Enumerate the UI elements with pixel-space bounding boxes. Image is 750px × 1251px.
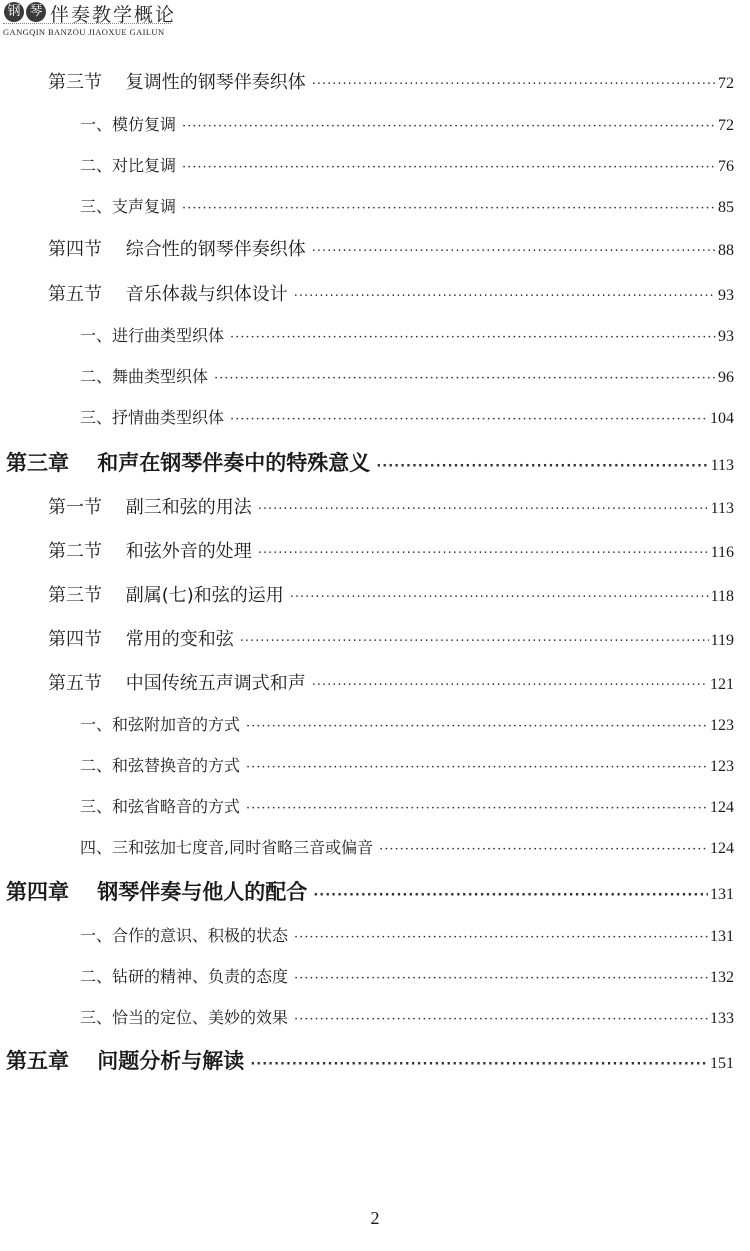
toc-entry[interactable]	[48, 537, 734, 563]
toc-entry[interactable]	[48, 581, 734, 607]
toc-chapter-entry[interactable]	[6, 876, 734, 906]
toc-leader-dots	[294, 971, 708, 986]
toc-leader-dots	[182, 119, 716, 134]
running-header	[0, 0, 200, 40]
toc-leader-dots	[230, 412, 708, 427]
toc-leader-dots	[250, 1057, 708, 1072]
toc-entry[interactable]	[80, 753, 734, 776]
page-number: 2	[370, 1208, 380, 1228]
toc-entry-label: 三、恰当的定位、美妙的效果	[80, 1008, 289, 1027]
toc-entry[interactable]	[80, 835, 734, 858]
toc-entry-label: 第四节 综合性的钢琴伴奏织体	[48, 239, 306, 260]
toc-entry[interactable]	[48, 625, 734, 651]
header-subtitle: GANGQIN BANZOU JIAOXUE GAILUN	[3, 27, 165, 37]
toc-entry-label: 三、支声复调	[80, 197, 177, 216]
toc-page-number: 133	[710, 1010, 734, 1027]
toc-leader-dots	[240, 634, 709, 649]
header-title: 伴奏教学概论	[50, 4, 177, 26]
toc-entry[interactable]	[80, 364, 734, 387]
toc-leader-dots	[182, 201, 716, 216]
toc-entry-label: 一、模仿复调	[80, 115, 177, 134]
toc-entry-label: 二、对比复调	[80, 156, 177, 175]
toc-entry[interactable]	[80, 964, 734, 987]
toc-leader-dots	[246, 719, 708, 734]
toc-page-number: 88	[718, 242, 734, 259]
toc-entry[interactable]	[48, 669, 734, 695]
toc-entry[interactable]	[80, 194, 734, 217]
toc-entry-label: 一、合作的意识、积极的状态	[80, 926, 289, 945]
toc-leader-dots	[294, 930, 708, 945]
toc-leader-dots	[376, 459, 708, 474]
toc-chapter-entry[interactable]	[6, 1045, 734, 1075]
toc-entry[interactable]	[80, 794, 734, 817]
seal-char-2: 琴	[26, 2, 46, 22]
toc-entry[interactable]	[48, 493, 734, 519]
toc-page-number: 116	[710, 544, 734, 561]
toc-entry[interactable]	[80, 153, 734, 176]
toc-page-number: 93	[718, 328, 734, 345]
toc-page-number: 113	[710, 457, 734, 474]
toc-page-number: 72	[718, 117, 734, 134]
toc-leader-dots	[294, 1012, 708, 1027]
toc-entry-label: 二、和弦替换音的方式	[80, 756, 241, 775]
toc-page-number: 123	[710, 758, 734, 775]
toc-page-number: 118	[710, 588, 734, 605]
toc-entry-label: 第一节 副三和弦的用法	[48, 497, 252, 518]
toc-page-number: 124	[710, 840, 734, 857]
toc-page-number: 76	[718, 158, 734, 175]
toc-entry[interactable]	[48, 235, 734, 261]
toc-entry-label: 第五节 音乐体裁与织体设计	[48, 284, 288, 305]
toc-entry[interactable]	[80, 323, 734, 346]
toc-entry-label: 第四节 常用的变和弦	[48, 629, 234, 650]
toc-entry-label: 一、和弦附加音的方式	[80, 715, 241, 734]
toc-leader-dots	[258, 546, 709, 561]
toc-page-number: 131	[710, 928, 734, 945]
toc-entry-label: 第三节 复调性的钢琴伴奏织体	[48, 72, 306, 93]
toc-entry-label: 第四章 钢琴伴奏与他人的配合	[6, 880, 308, 904]
toc-leader-dots	[312, 244, 716, 259]
toc-entry[interactable]	[80, 112, 734, 135]
toc-entry[interactable]	[80, 1005, 734, 1028]
toc-page-number: 131	[710, 886, 734, 903]
toc-entry-label: 四、三和弦加七度音,同时省略三音或偏音	[80, 838, 374, 857]
toc-entry-label: 第三节 副属(七)和弦的运用	[48, 585, 284, 606]
toc-page-number: 119	[710, 632, 734, 649]
toc-page-number: 113	[710, 500, 734, 517]
toc-leader-dots	[246, 760, 708, 775]
toc-entry-label: 第五节 中国传统五声调式和声	[48, 673, 306, 694]
toc-page-number: 132	[710, 969, 734, 986]
toc-page-number: 124	[710, 799, 734, 816]
toc-leader-dots	[214, 371, 716, 386]
toc-leader-dots	[230, 330, 716, 345]
toc-leader-dots	[290, 590, 709, 605]
toc-page-number: 151	[710, 1055, 734, 1072]
toc-leader-dots	[294, 289, 716, 304]
toc-entry-label: 二、舞曲类型织体	[80, 367, 209, 386]
toc-page-number: 72	[718, 75, 734, 92]
toc-entry-label: 三、和弦省略音的方式	[80, 797, 241, 816]
toc-chapter-entry[interactable]	[6, 447, 734, 477]
toc-leader-dots	[182, 160, 716, 175]
toc-entry[interactable]	[80, 405, 734, 428]
toc-leader-dots	[246, 801, 708, 816]
toc-page-number: 123	[710, 717, 734, 734]
toc-leader-dots	[313, 888, 708, 903]
toc-leader-dots	[312, 77, 716, 92]
header-divider	[3, 23, 171, 24]
toc-page-number: 104	[710, 410, 734, 427]
toc-entry-label: 三、抒情曲类型织体	[80, 408, 225, 427]
toc-entry-label: 第五章 问题分析与解读	[6, 1049, 245, 1073]
toc-leader-dots	[258, 502, 709, 517]
seal-char-1: 钢	[4, 2, 24, 22]
toc-entry-label: 一、进行曲类型织体	[80, 326, 225, 345]
toc-entry[interactable]	[48, 280, 734, 306]
toc-leader-dots	[312, 678, 708, 693]
toc-entry-label: 第三章 和声在钢琴伴奏中的特殊意义	[6, 451, 371, 475]
toc-entry[interactable]	[48, 68, 734, 94]
toc-page-number: 121	[710, 676, 734, 693]
toc-entry-label: 二、钻研的精神、负责的态度	[80, 967, 289, 986]
toc-entry[interactable]	[80, 712, 734, 735]
toc-page-number: 93	[718, 287, 734, 304]
toc-entry[interactable]	[80, 923, 734, 946]
toc-page-number: 96	[718, 369, 734, 386]
toc-page-number: 85	[718, 199, 734, 216]
toc-entry-label: 第二节 和弦外音的处理	[48, 541, 252, 562]
toc-leader-dots	[379, 842, 708, 857]
